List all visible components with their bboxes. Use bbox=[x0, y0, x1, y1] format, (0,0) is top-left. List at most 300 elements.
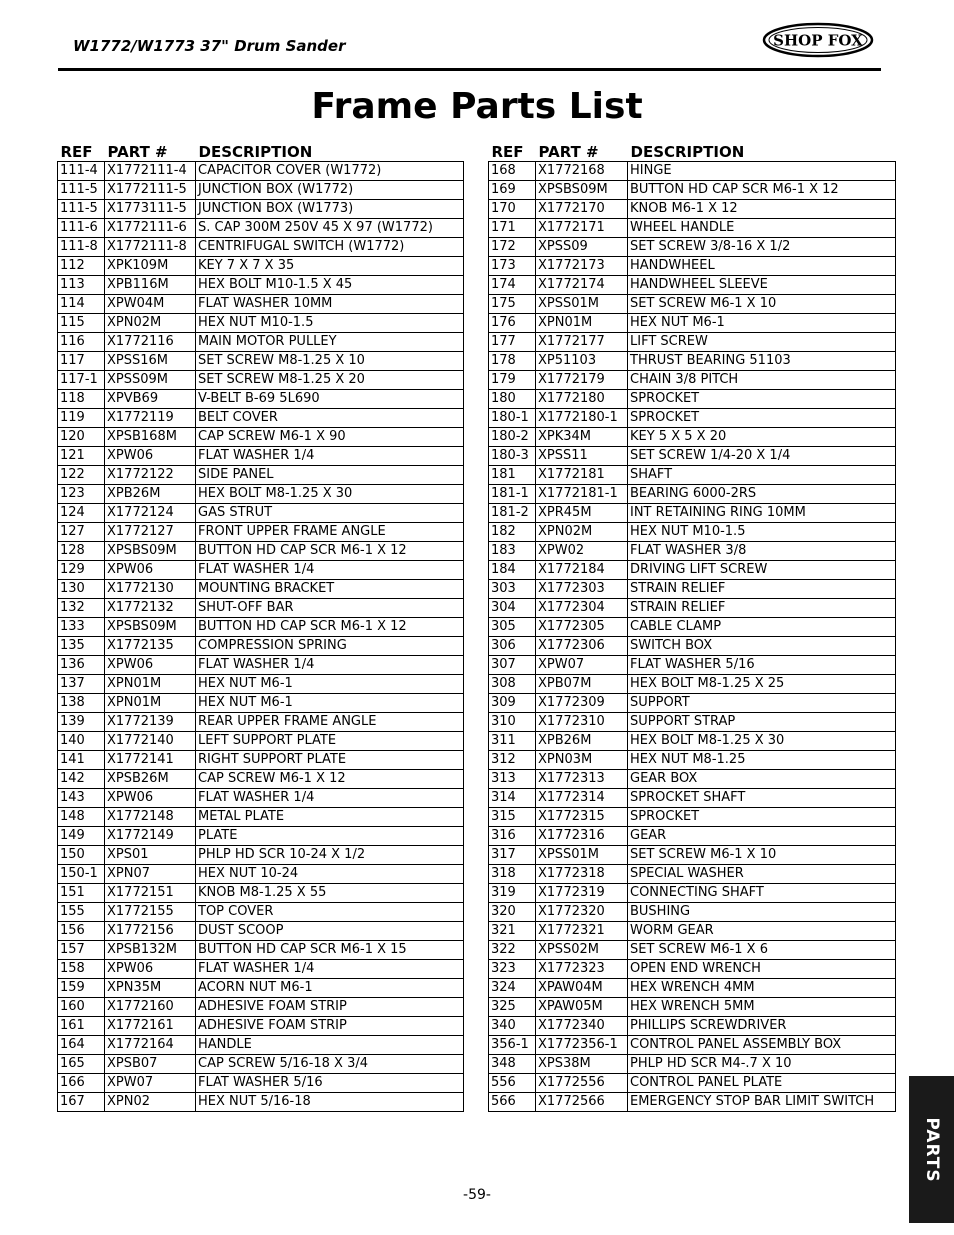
ref-cell: 182 bbox=[489, 523, 536, 542]
ref-cell: 167 bbox=[58, 1093, 105, 1112]
table-row bbox=[489, 960, 896, 979]
part-number-cell: X1772174 bbox=[536, 276, 628, 295]
part-number-cell: X1772151 bbox=[105, 884, 196, 903]
part-number-cell: XPSB168M bbox=[105, 428, 196, 447]
table-row bbox=[58, 713, 464, 732]
table-row bbox=[489, 409, 896, 428]
ref-cell: 325 bbox=[489, 998, 536, 1017]
table-row bbox=[58, 979, 464, 998]
part-number-cell: X1772156 bbox=[105, 922, 196, 941]
part-number-cell: X1772303 bbox=[536, 580, 628, 599]
table-row bbox=[58, 808, 464, 827]
description-cell: SUPPORT bbox=[628, 694, 896, 713]
part-number-cell: XP51103 bbox=[536, 352, 628, 371]
table-row bbox=[489, 998, 896, 1017]
ref-cell: 171 bbox=[489, 219, 536, 238]
table-row bbox=[58, 884, 464, 903]
ref-cell: 566 bbox=[489, 1093, 536, 1112]
description-cell: SPROCKET SHAFT bbox=[628, 789, 896, 808]
part-number-cell: X1772130 bbox=[105, 580, 196, 599]
table-row bbox=[58, 941, 464, 960]
part-number-cell: X1772132 bbox=[105, 599, 196, 618]
description-cell: INT RETAINING RING 10MM bbox=[628, 504, 896, 523]
description-cell: SET SCREW M6-1 X 6 bbox=[628, 941, 896, 960]
description-cell: PHILLIPS SCREWDRIVER bbox=[628, 1017, 896, 1036]
part-number-cell: X1772318 bbox=[536, 865, 628, 884]
ref-cell: 157 bbox=[58, 941, 105, 960]
part-number-cell: X1772161 bbox=[105, 1017, 196, 1036]
ref-cell: 111-5 bbox=[58, 200, 105, 219]
ref-cell: 311 bbox=[489, 732, 536, 751]
ref-cell: 319 bbox=[489, 884, 536, 903]
part-number-cell: XPW02 bbox=[536, 542, 628, 561]
ref-cell: 133 bbox=[58, 618, 105, 637]
part-number-cell: XPSBS09M bbox=[536, 181, 628, 200]
table-row bbox=[489, 162, 896, 181]
description-cell: HANDWHEEL bbox=[628, 257, 896, 276]
part-number-cell: X1772181-1 bbox=[536, 485, 628, 504]
table-row bbox=[58, 466, 464, 485]
ref-cell: 303 bbox=[489, 580, 536, 599]
table-row bbox=[58, 314, 464, 333]
part-number-cell: X1772111-8 bbox=[105, 238, 196, 257]
ref-cell: 317 bbox=[489, 846, 536, 865]
part-number-cell: X1772179 bbox=[536, 371, 628, 390]
description-cell: ADHESIVE FOAM STRIP bbox=[196, 1017, 464, 1036]
description-cell: JUNCTION BOX (W1772) bbox=[196, 181, 464, 200]
part-number-cell: XPN02M bbox=[536, 523, 628, 542]
description-cell: OPEN END WRENCH bbox=[628, 960, 896, 979]
description-cell: PHLP HD SCR M4-.7 X 10 bbox=[628, 1055, 896, 1074]
part-number-cell: XPB26M bbox=[105, 485, 196, 504]
description-cell: GEAR BOX bbox=[628, 770, 896, 789]
ref-cell: 142 bbox=[58, 770, 105, 789]
ref-cell: 111-8 bbox=[58, 238, 105, 257]
description-cell: HEX NUT M10-1.5 bbox=[628, 523, 896, 542]
table-row bbox=[489, 580, 896, 599]
part-number-cell: X1772315 bbox=[536, 808, 628, 827]
table-row bbox=[489, 257, 896, 276]
part-number-cell: XPW06 bbox=[105, 561, 196, 580]
description-cell: SHUT-OFF BAR bbox=[196, 599, 464, 618]
ref-cell: 307 bbox=[489, 656, 536, 675]
part-number-cell: XPAW04M bbox=[536, 979, 628, 998]
description-cell: FLAT WASHER 5/16 bbox=[628, 656, 896, 675]
description-cell: HEX NUT M10-1.5 bbox=[196, 314, 464, 333]
table-row bbox=[58, 694, 464, 713]
table-row bbox=[58, 390, 464, 409]
part-number-cell: XPW07 bbox=[536, 656, 628, 675]
part-number-cell: XPW06 bbox=[105, 789, 196, 808]
ref-cell: 124 bbox=[58, 504, 105, 523]
part-number-cell: X1772164 bbox=[105, 1036, 196, 1055]
description-cell: KNOB M8-1.25 X 55 bbox=[196, 884, 464, 903]
table-row bbox=[58, 181, 464, 200]
ref-cell: 314 bbox=[489, 789, 536, 808]
part-number-cell: XPSS01M bbox=[536, 295, 628, 314]
description-cell: FLAT WASHER 10MM bbox=[196, 295, 464, 314]
parts-table-left bbox=[57, 140, 464, 1112]
description-cell: HEX WRENCH 5MM bbox=[628, 998, 896, 1017]
ref-cell: 118 bbox=[58, 390, 105, 409]
part-number-cell: X1772168 bbox=[536, 162, 628, 181]
description-cell: FLAT WASHER 5/16 bbox=[196, 1074, 464, 1093]
description-cell: FRONT UPPER FRAME ANGLE bbox=[196, 523, 464, 542]
description-cell: STRAIN RELIEF bbox=[628, 599, 896, 618]
part-number-cell: X1772173 bbox=[536, 257, 628, 276]
part-number-cell: XPSS11 bbox=[536, 447, 628, 466]
ref-cell: 121 bbox=[58, 447, 105, 466]
part-number-cell: XPSBS09M bbox=[105, 618, 196, 637]
description-cell: GEAR bbox=[628, 827, 896, 846]
description-cell: RIGHT SUPPORT PLATE bbox=[196, 751, 464, 770]
table-row bbox=[489, 770, 896, 789]
ref-cell: 172 bbox=[489, 238, 536, 257]
table-row bbox=[58, 770, 464, 789]
description-cell: HEX NUT M6-1 bbox=[628, 314, 896, 333]
ref-cell: 119 bbox=[58, 409, 105, 428]
ref-cell: 164 bbox=[58, 1036, 105, 1055]
ref-cell: 320 bbox=[489, 903, 536, 922]
description-cell: S. CAP 300M 250V 45 X 97 (W1772) bbox=[196, 219, 464, 238]
ref-cell: 128 bbox=[58, 542, 105, 561]
table-header-row bbox=[489, 140, 896, 162]
table-row bbox=[58, 732, 464, 751]
ref-cell: 173 bbox=[489, 257, 536, 276]
description-cell: SET SCREW 1/4-20 X 1/4 bbox=[628, 447, 896, 466]
description-cell: KEY 7 X 7 X 35 bbox=[196, 257, 464, 276]
ref-cell: 356-1 bbox=[489, 1036, 536, 1055]
table-row bbox=[489, 466, 896, 485]
ref-cell: 180-1 bbox=[489, 409, 536, 428]
description-cell: HEX WRENCH 4MM bbox=[628, 979, 896, 998]
ref-cell: 117-1 bbox=[58, 371, 105, 390]
ref-cell: 315 bbox=[489, 808, 536, 827]
description-cell: SHAFT bbox=[628, 466, 896, 485]
ref-cell: 318 bbox=[489, 865, 536, 884]
table-row bbox=[489, 808, 896, 827]
table-row bbox=[58, 352, 464, 371]
part-number-cell: X1772148 bbox=[105, 808, 196, 827]
table-row bbox=[58, 580, 464, 599]
description-cell: FLAT WASHER 1/4 bbox=[196, 960, 464, 979]
ref-cell: 137 bbox=[58, 675, 105, 694]
ref-cell: 116 bbox=[58, 333, 105, 352]
ref-cell: 122 bbox=[58, 466, 105, 485]
table-row bbox=[489, 922, 896, 941]
table-row bbox=[489, 1036, 896, 1055]
part-number-cell: XPB116M bbox=[105, 276, 196, 295]
table-row bbox=[58, 1017, 464, 1036]
part-number-cell: XPS01 bbox=[105, 846, 196, 865]
table-row bbox=[58, 295, 464, 314]
part-number-cell: X1772556 bbox=[536, 1074, 628, 1093]
part-number-cell: X1772321 bbox=[536, 922, 628, 941]
ref-cell: 313 bbox=[489, 770, 536, 789]
ref-cell: 170 bbox=[489, 200, 536, 219]
part-number-cell: X1772356-1 bbox=[536, 1036, 628, 1055]
description-cell: CAP SCREW M6-1 X 12 bbox=[196, 770, 464, 789]
part-number-cell: X1772141 bbox=[105, 751, 196, 770]
description-cell: COMPRESSION SPRING bbox=[196, 637, 464, 656]
description-cell: PHLP HD SCR 10-24 X 1/2 bbox=[196, 846, 464, 865]
table-row bbox=[489, 903, 896, 922]
part-number-cell: XPK109M bbox=[105, 257, 196, 276]
col-description-header: DESCRIPTION bbox=[198, 143, 313, 161]
description-cell: HEX BOLT M8-1.25 X 30 bbox=[628, 732, 896, 751]
description-cell: GAS STRUT bbox=[196, 504, 464, 523]
table-row bbox=[489, 390, 896, 409]
table-row bbox=[489, 751, 896, 770]
ref-cell: 115 bbox=[58, 314, 105, 333]
part-number-cell: X1772180 bbox=[536, 390, 628, 409]
table-row bbox=[489, 181, 896, 200]
part-number-cell: XPN02M bbox=[105, 314, 196, 333]
description-cell: HEX NUT 5/16-18 bbox=[196, 1093, 464, 1112]
table-row bbox=[58, 1036, 464, 1055]
part-number-cell: X1772140 bbox=[105, 732, 196, 751]
description-cell: SPROCKET bbox=[628, 808, 896, 827]
ref-cell: 138 bbox=[58, 694, 105, 713]
part-number-cell: XPN35M bbox=[105, 979, 196, 998]
description-cell: SPECIAL WASHER bbox=[628, 865, 896, 884]
ref-cell: 340 bbox=[489, 1017, 536, 1036]
part-number-cell: X1772111-5 bbox=[105, 181, 196, 200]
ref-cell: 174 bbox=[489, 276, 536, 295]
description-cell: CENTRIFUGAL SWITCH (W1772) bbox=[196, 238, 464, 257]
part-number-cell: XPSS01M bbox=[536, 846, 628, 865]
description-cell: MAIN MOTOR PULLEY bbox=[196, 333, 464, 352]
ref-cell: 165 bbox=[58, 1055, 105, 1074]
ref-cell: 321 bbox=[489, 922, 536, 941]
description-cell: DRIVING LIFT SCREW bbox=[628, 561, 896, 580]
table-row bbox=[489, 371, 896, 390]
description-cell: FLAT WASHER 1/4 bbox=[196, 656, 464, 675]
table-row bbox=[58, 257, 464, 276]
description-cell: BUSHING bbox=[628, 903, 896, 922]
part-number-cell: XPS38M bbox=[536, 1055, 628, 1074]
part-number-cell: XPW06 bbox=[105, 447, 196, 466]
table-row bbox=[489, 694, 896, 713]
table-row bbox=[58, 789, 464, 808]
table-row bbox=[489, 618, 896, 637]
ref-cell: 348 bbox=[489, 1055, 536, 1074]
part-number-cell: XPSB132M bbox=[105, 941, 196, 960]
table-row bbox=[58, 409, 464, 428]
description-cell: FLAT WASHER 3/8 bbox=[628, 542, 896, 561]
description-cell: LEFT SUPPORT PLATE bbox=[196, 732, 464, 751]
description-cell: LIFT SCREW bbox=[628, 333, 896, 352]
description-cell: HINGE bbox=[628, 162, 896, 181]
ref-cell: 324 bbox=[489, 979, 536, 998]
part-number-cell: XPN01M bbox=[536, 314, 628, 333]
table-row bbox=[489, 219, 896, 238]
ref-cell: 181-1 bbox=[489, 485, 536, 504]
parts-table-right bbox=[488, 140, 896, 1112]
description-cell: BUTTON HD CAP SCR M6-1 X 15 bbox=[196, 941, 464, 960]
table-row bbox=[58, 504, 464, 523]
description-cell: HEX BOLT M8-1.25 X 30 bbox=[196, 485, 464, 504]
table-row bbox=[58, 561, 464, 580]
table-row bbox=[58, 371, 464, 390]
description-cell: PLATE bbox=[196, 827, 464, 846]
part-number-cell: X1772566 bbox=[536, 1093, 628, 1112]
table-row bbox=[489, 238, 896, 257]
ref-cell: 169 bbox=[489, 181, 536, 200]
description-cell: HEX NUT M8-1.25 bbox=[628, 751, 896, 770]
description-cell: SWITCH BOX bbox=[628, 637, 896, 656]
ref-cell: 151 bbox=[58, 884, 105, 903]
description-cell: HANDLE bbox=[196, 1036, 464, 1055]
ref-cell: 150 bbox=[58, 846, 105, 865]
table-row bbox=[489, 675, 896, 694]
part-number-cell: XPN01M bbox=[105, 675, 196, 694]
table-row bbox=[58, 846, 464, 865]
part-number-cell: X1772340 bbox=[536, 1017, 628, 1036]
ref-cell: 180-2 bbox=[489, 428, 536, 447]
ref-cell: 305 bbox=[489, 618, 536, 637]
description-cell: STRAIN RELIEF bbox=[628, 580, 896, 599]
part-number-cell: X1772119 bbox=[105, 409, 196, 428]
ref-cell: 159 bbox=[58, 979, 105, 998]
ref-cell: 166 bbox=[58, 1074, 105, 1093]
table-row bbox=[58, 542, 464, 561]
table-row bbox=[489, 1093, 896, 1112]
table-row bbox=[489, 1055, 896, 1074]
ref-cell: 156 bbox=[58, 922, 105, 941]
ref-cell: 127 bbox=[58, 523, 105, 542]
part-number-cell: X1772177 bbox=[536, 333, 628, 352]
description-cell: EMERGENCY STOP BAR LIMIT SWITCH bbox=[628, 1093, 896, 1112]
description-cell: CHAIN 3/8 PITCH bbox=[628, 371, 896, 390]
table-row bbox=[58, 428, 464, 447]
ref-cell: 175 bbox=[489, 295, 536, 314]
ref-cell: 132 bbox=[58, 599, 105, 618]
ref-cell: 306 bbox=[489, 637, 536, 656]
table-row bbox=[489, 485, 896, 504]
ref-cell: 183 bbox=[489, 542, 536, 561]
description-cell: SET SCREW M6-1 X 10 bbox=[628, 295, 896, 314]
description-cell: METAL PLATE bbox=[196, 808, 464, 827]
description-cell: ADHESIVE FOAM STRIP bbox=[196, 998, 464, 1017]
part-number-cell: XPSBS09M bbox=[105, 542, 196, 561]
part-number-cell: XPN07 bbox=[105, 865, 196, 884]
ref-cell: 179 bbox=[489, 371, 536, 390]
description-cell: BEARING 6000-2RS bbox=[628, 485, 896, 504]
table-row bbox=[58, 599, 464, 618]
table-row bbox=[58, 238, 464, 257]
description-cell: ACORN NUT M6-1 bbox=[196, 979, 464, 998]
ref-cell: 136 bbox=[58, 656, 105, 675]
part-number-cell: XPW06 bbox=[105, 960, 196, 979]
description-cell: BELT COVER bbox=[196, 409, 464, 428]
part-number-cell: XPN02 bbox=[105, 1093, 196, 1112]
part-number-cell: X1772127 bbox=[105, 523, 196, 542]
table-row bbox=[489, 884, 896, 903]
ref-cell: 177 bbox=[489, 333, 536, 352]
description-cell: CAPACITOR COVER (W1772) bbox=[196, 162, 464, 181]
table-row bbox=[489, 504, 896, 523]
description-cell: FLAT WASHER 1/4 bbox=[196, 789, 464, 808]
table-row bbox=[58, 751, 464, 770]
part-number-cell: X1772310 bbox=[536, 713, 628, 732]
description-cell: SUPPORT STRAP bbox=[628, 713, 896, 732]
table-row bbox=[489, 352, 896, 371]
svg-text:SHOP FOX: SHOP FOX bbox=[773, 31, 863, 50]
description-cell: BUTTON HD CAP SCR M6-1 X 12 bbox=[196, 618, 464, 637]
description-cell: THRUST BEARING 51103 bbox=[628, 352, 896, 371]
part-number-cell: XPAW05M bbox=[536, 998, 628, 1017]
part-number-cell: X1772314 bbox=[536, 789, 628, 808]
table-row bbox=[489, 333, 896, 352]
description-cell: HEX NUT M6-1 bbox=[196, 675, 464, 694]
table-row bbox=[58, 922, 464, 941]
part-number-cell: XPSS16M bbox=[105, 352, 196, 371]
table-row bbox=[58, 618, 464, 637]
col-description-header: DESCRIPTION bbox=[630, 143, 745, 161]
manual-header-title: W1772/W1773 37" Drum Sander bbox=[73, 37, 346, 55]
part-number-cell: X1772320 bbox=[536, 903, 628, 922]
table-row bbox=[58, 675, 464, 694]
table-row bbox=[489, 827, 896, 846]
ref-cell: 316 bbox=[489, 827, 536, 846]
table-row bbox=[58, 998, 464, 1017]
part-number-cell: XPN03M bbox=[536, 751, 628, 770]
table-row bbox=[489, 523, 896, 542]
table-row bbox=[489, 428, 896, 447]
table-row bbox=[58, 903, 464, 922]
table-row bbox=[489, 789, 896, 808]
description-cell: CAP SCREW M6-1 X 90 bbox=[196, 428, 464, 447]
ref-cell: 323 bbox=[489, 960, 536, 979]
table-row bbox=[489, 542, 896, 561]
part-number-cell: XPN01M bbox=[105, 694, 196, 713]
table-row bbox=[489, 732, 896, 751]
ref-cell: 158 bbox=[58, 960, 105, 979]
table-row bbox=[58, 333, 464, 352]
description-cell: SIDE PANEL bbox=[196, 466, 464, 485]
part-number-cell: X1773111-5 bbox=[105, 200, 196, 219]
part-number-cell: XPSB07 bbox=[105, 1055, 196, 1074]
description-cell: HANDWHEEL SLEEVE bbox=[628, 276, 896, 295]
description-cell: CABLE CLAMP bbox=[628, 618, 896, 637]
table-row bbox=[489, 941, 896, 960]
table-row bbox=[489, 1017, 896, 1036]
table-row bbox=[58, 656, 464, 675]
ref-cell: 111-6 bbox=[58, 219, 105, 238]
table-row bbox=[58, 865, 464, 884]
description-cell: MOUNTING BRACKET bbox=[196, 580, 464, 599]
col-ref-header: REF bbox=[491, 143, 524, 161]
table-row bbox=[58, 1055, 464, 1074]
description-cell: SPROCKET bbox=[628, 409, 896, 428]
table-row bbox=[58, 276, 464, 295]
description-cell: HEX NUT 10-24 bbox=[196, 865, 464, 884]
ref-cell: 168 bbox=[489, 162, 536, 181]
part-number-cell: X1772155 bbox=[105, 903, 196, 922]
description-cell: FLAT WASHER 1/4 bbox=[196, 561, 464, 580]
table-row bbox=[489, 599, 896, 618]
part-number-cell: X1772122 bbox=[105, 466, 196, 485]
part-number-cell: X1772180-1 bbox=[536, 409, 628, 428]
table-row bbox=[489, 200, 896, 219]
ref-cell: 180-3 bbox=[489, 447, 536, 466]
part-number-cell: X1772184 bbox=[536, 561, 628, 580]
description-cell: CONTROL PANEL ASSEMBLY BOX bbox=[628, 1036, 896, 1055]
ref-cell: 304 bbox=[489, 599, 536, 618]
ref-cell: 111-4 bbox=[58, 162, 105, 181]
description-cell: CAP SCREW 5/16-18 X 3/4 bbox=[196, 1055, 464, 1074]
